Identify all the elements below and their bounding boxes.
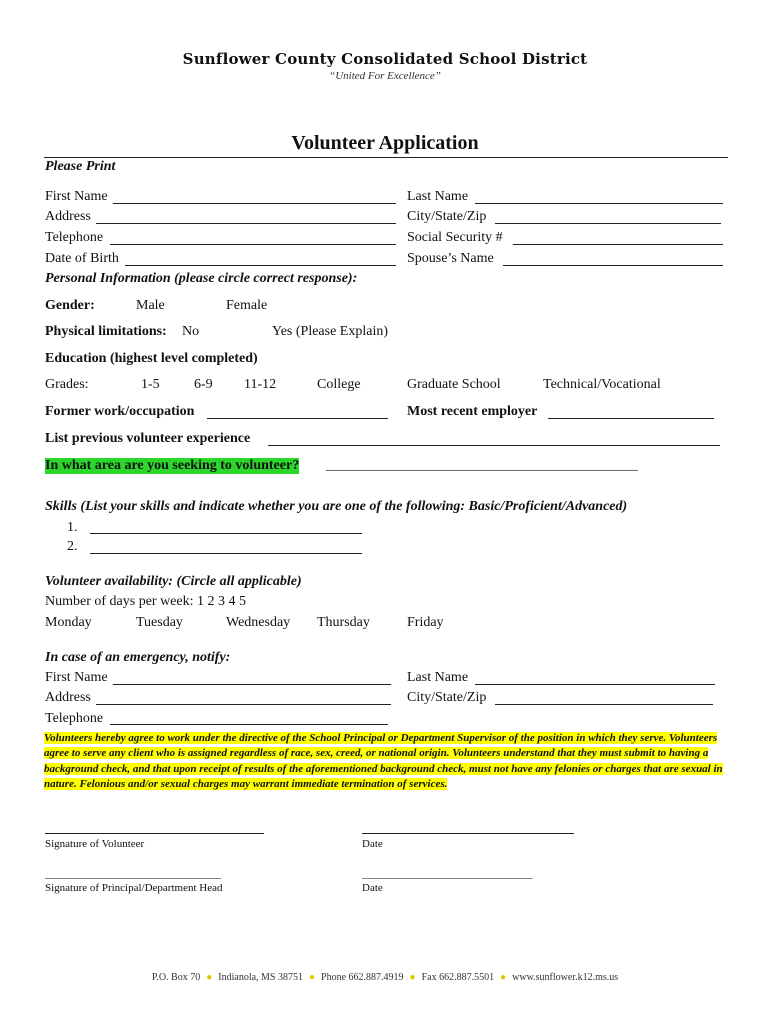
grade-option-graduate[interactable]: Graduate School	[407, 377, 501, 392]
emergency-address-label: Address	[45, 690, 91, 705]
emergency-city-label: City/State/Zip	[407, 690, 487, 705]
emergency-telephone-label: Telephone	[45, 711, 104, 726]
emergency-last-name-field[interactable]	[475, 684, 715, 685]
first-name-label: First Name	[45, 189, 108, 204]
last-name-field[interactable]	[475, 203, 723, 204]
telephone-label: Telephone	[45, 230, 104, 245]
dob-label: Date of Birth	[45, 251, 119, 266]
bullet-icon: ●	[409, 972, 416, 983]
grade-option-6-9[interactable]: 6-9	[194, 377, 213, 392]
emergency-heading: In case of an emergency, notify:	[45, 650, 231, 665]
recent-employer-label: Most recent employer	[407, 404, 538, 419]
footer-po-box: P.O. Box 70	[151, 972, 201, 983]
seeking-area-field[interactable]: ________________________________________________	[326, 457, 638, 472]
grade-option-11-12[interactable]: 11-12	[244, 377, 277, 392]
gender-option-male[interactable]: Male	[136, 298, 165, 313]
address-label: Address	[45, 209, 91, 224]
prev-volunteer-field[interactable]	[268, 445, 720, 446]
ssn-label: Social Security #	[407, 230, 503, 245]
availability-heading: Volunteer availability: (Circle all applicable)	[45, 574, 302, 589]
emergency-address-field[interactable]	[96, 704, 391, 705]
district-motto: “United For Excellence”	[329, 70, 441, 82]
former-work-field[interactable]	[207, 418, 388, 419]
volunteer-date-label: Date	[362, 838, 383, 850]
last-name-label: Last Name	[407, 189, 469, 204]
emergency-first-name-field[interactable]	[113, 684, 391, 685]
city-state-zip-field[interactable]	[495, 223, 721, 224]
day-friday[interactable]: Friday	[407, 615, 444, 630]
skill-item-1-field[interactable]	[90, 533, 362, 534]
recent-employer-field[interactable]	[548, 418, 714, 419]
grade-option-college[interactable]: College	[317, 377, 361, 392]
grade-option-1-5[interactable]: 1-5	[141, 377, 160, 392]
days-per-week[interactable]: Number of days per week: 1 2 3 4 5	[45, 594, 247, 609]
principal-signature-label: Signature of Principal/Department Head	[45, 882, 223, 894]
city-state-zip-label: City/State/Zip	[407, 209, 487, 224]
seeking-area-label: In what area are you seeking to volunteer?	[45, 458, 300, 473]
skills-heading: Skills (List your skills and indicate whether you are one of the following: Basic/Proficient/Advanced)	[45, 499, 628, 514]
ssn-field[interactable]	[513, 244, 723, 245]
title-rule	[44, 157, 728, 158]
emergency-first-name-label: First Name	[45, 670, 108, 685]
please-print-note: Please Print	[45, 159, 116, 174]
physical-option-no[interactable]: No	[182, 324, 200, 339]
day-wednesday[interactable]: Wednesday	[226, 615, 291, 630]
grade-option-technical[interactable]: Technical/Vocational	[543, 377, 661, 392]
day-monday[interactable]: Monday	[45, 615, 92, 630]
physical-limitations-label: Physical limitations:	[45, 324, 167, 339]
prev-volunteer-label: List previous volunteer experience	[45, 431, 251, 446]
former-work-label: Former work/occupation	[45, 404, 195, 419]
volunteer-signature-field[interactable]	[45, 833, 264, 834]
principal-signature-field[interactable]: ________________________________	[45, 868, 221, 880]
gender-option-female[interactable]: Female	[226, 298, 268, 313]
footer-fax: Fax 662.887.5501	[421, 972, 495, 983]
skill-item-2-field[interactable]	[90, 553, 362, 554]
bullet-icon: ●	[308, 972, 316, 983]
skill-item-2-number: 2.	[67, 539, 78, 554]
day-thursday[interactable]: Thursday	[317, 615, 370, 630]
spouse-name-label: Spouse’s Name	[407, 251, 494, 266]
volunteer-date-field[interactable]	[362, 833, 574, 834]
spouse-name-field[interactable]	[503, 265, 723, 266]
emergency-city-field[interactable]	[495, 704, 713, 705]
grades-label: Grades:	[45, 377, 89, 392]
personal-info-heading: Personal Information (please circle correct response):	[45, 271, 358, 286]
footer-website[interactable]: www.sunflower.k12.ms.us	[512, 972, 619, 983]
footer-contact	[0, 972, 770, 983]
bullet-icon: ●	[206, 972, 213, 983]
volunteer-signature-label: Signature of Volunteer	[45, 838, 145, 850]
first-name-field[interactable]	[113, 203, 396, 204]
emergency-telephone-field[interactable]	[110, 724, 388, 725]
principal-date-label: Date	[362, 882, 383, 894]
footer-phone: Phone 662.887.4919	[321, 972, 404, 983]
dob-field[interactable]	[125, 265, 396, 266]
bullet-icon: ●	[500, 972, 507, 983]
district-name: Sunflower County Consolidated School District	[182, 50, 588, 68]
principal-date-field[interactable]: _______________________________	[362, 868, 533, 880]
volunteer-agreement-highlight: Volunteers hereby agree to work under the directive of the School Principal or Department Supervisor of the position in which they serve. Volunteers agree to serve any client who is assigned regardless of race, sex, creed, or national origin. Volunteers understand that they must submit to having a background check, and that upon receipt of results of the aforementioned background check, must not have any felonies or charges that are sexual in nature. Felonious and/or sexual charges may warrant immediate termination of services.	[44, 732, 723, 791]
form-title: Volunteer Application	[291, 132, 479, 154]
volunteer-agreement-text	[44, 731, 724, 793]
day-tuesday[interactable]: Tuesday	[136, 615, 183, 630]
physical-option-yes[interactable]: Yes (Please Explain)	[272, 324, 389, 339]
emergency-last-name-label: Last Name	[407, 670, 469, 685]
telephone-field[interactable]	[110, 244, 396, 245]
gender-label: Gender:	[45, 298, 95, 313]
education-heading: Education (highest level completed)	[45, 351, 258, 366]
skill-item-1-number: 1.	[67, 520, 78, 535]
footer-city: Indianola, MS 38751	[218, 972, 303, 983]
address-field[interactable]	[96, 223, 396, 224]
